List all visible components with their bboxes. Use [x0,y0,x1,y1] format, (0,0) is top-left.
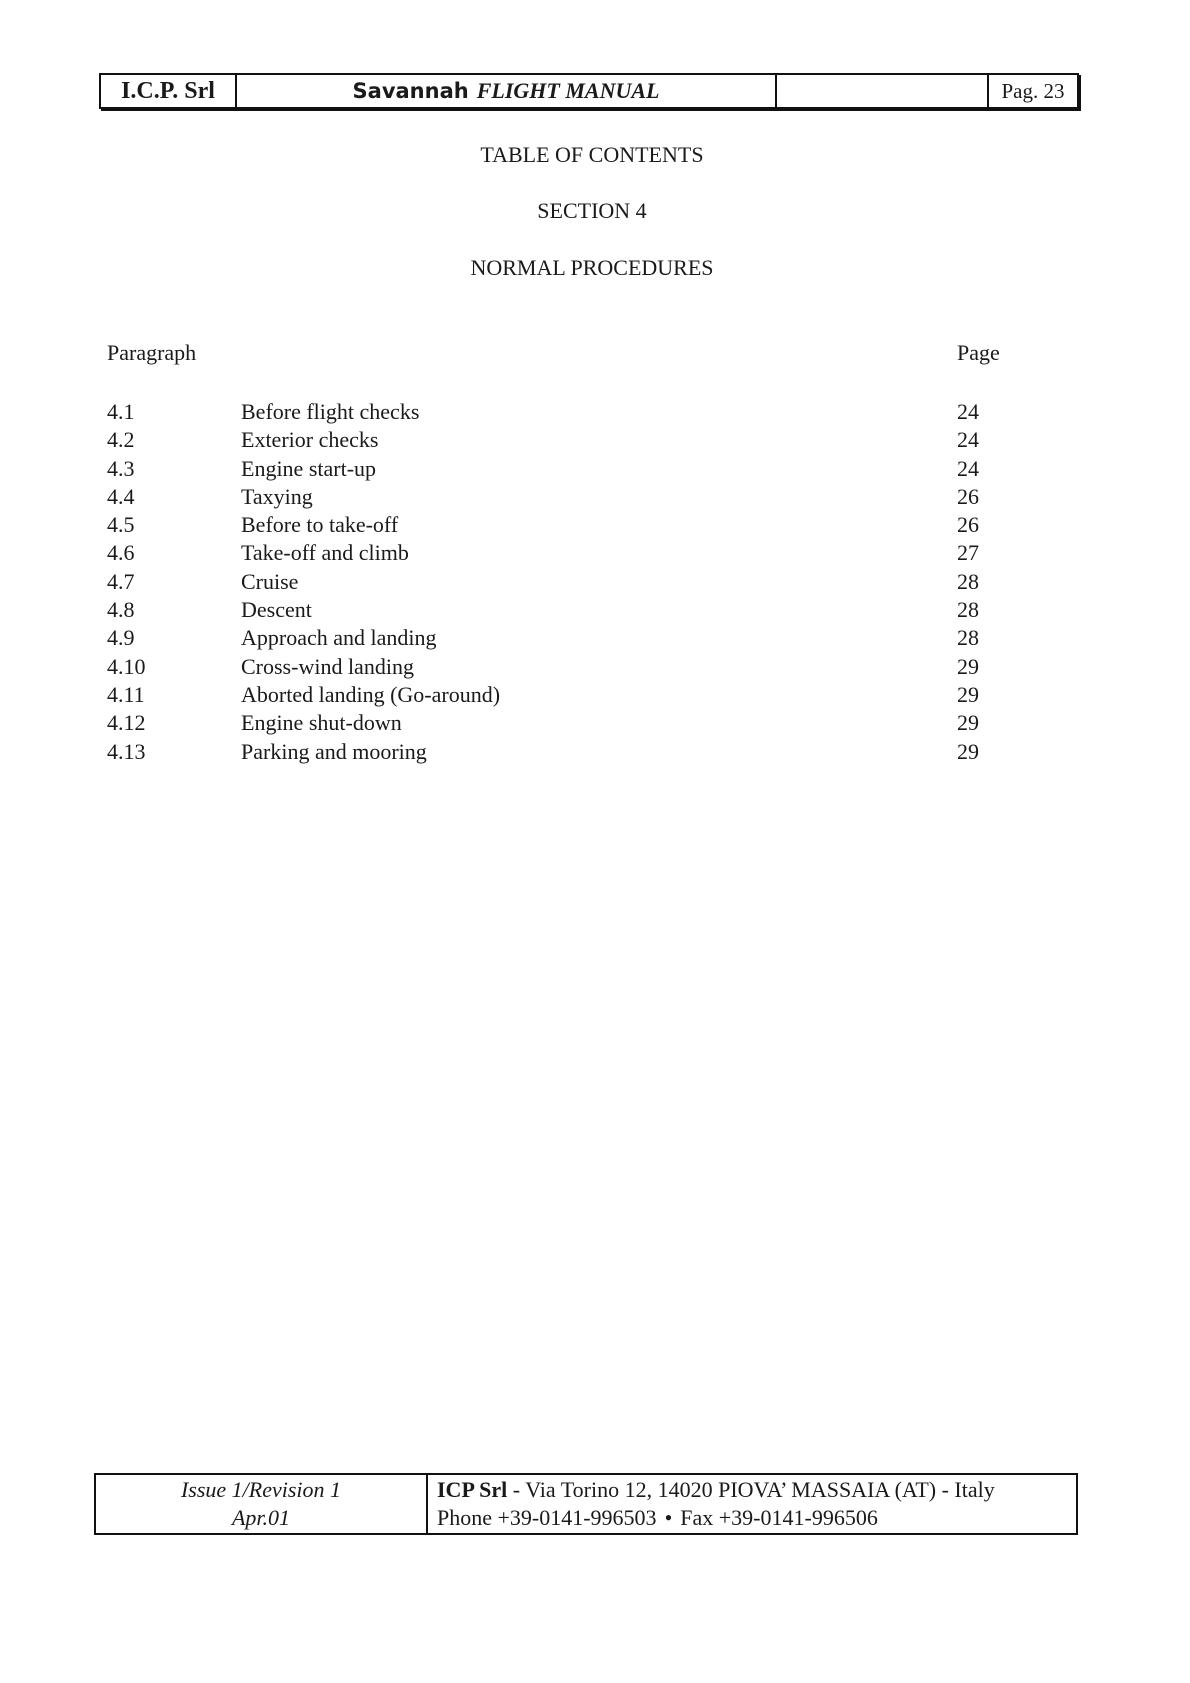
toc-row-number: 4.12 [107,710,146,736]
toc-row-page: 28 [957,625,979,651]
section-heading: SECTION 4 [537,198,647,223]
toc-row-number: 4.9 [107,625,135,651]
toc-row-page: 29 [957,653,979,679]
toc-row-title: Engine shut-down [241,710,402,736]
toc-row[interactable] [107,709,1007,737]
toc-row-title: Take-off and climb [241,540,409,566]
toc-row-title: Before to take-off [241,512,399,538]
toc-row-page: 27 [957,540,979,566]
bullet-icon: • [664,1505,673,1530]
toc-row[interactable] [107,426,1007,454]
toc-row[interactable] [107,738,1007,766]
toc-row[interactable] [107,455,1007,483]
toc-row-title: Taxying [241,483,313,509]
toc-row-page: 24 [957,427,979,453]
toc-row-number: 4.5 [107,512,135,538]
footer-address-cell [428,1475,1076,1533]
toc-row-page: 24 [957,399,979,424]
toc-title: TABLE OF CONTENTS [480,142,704,167]
header-title [237,75,777,107]
toc-row-title: Parking and mooring [241,738,427,764]
toc-row-page: 26 [957,512,979,538]
header-page-number: Pag. 23 [1001,78,1065,103]
toc-row-title: Engine start-up [241,455,377,481]
toc-row-page: 28 [957,568,979,594]
header-blank-cell [777,75,989,107]
toc-row[interactable] [107,483,1007,511]
toc-row-page: 29 [957,681,979,707]
toc-row-number: 4.11 [107,681,145,707]
toc-row[interactable] [107,596,1007,624]
footer-address: - Via Torino 12, 14020 PIOVA’ MASSAIA (AT) - Italy [507,1477,995,1502]
toc-row-number: 4.2 [107,427,135,453]
footer-date: Apr.01 [231,1505,291,1530]
toc-row-title: Cruise [241,568,299,594]
toc-row-number: 4.8 [107,597,135,623]
column-header-page: Page [957,340,1000,365]
toc-row-number: 4.7 [107,568,135,594]
footer-address-line [437,1476,1076,1504]
toc-row[interactable] [107,624,1007,652]
footer-issue: Issue 1/Revision 1 [180,1477,342,1502]
section-subtitle: NORMAL PROCEDURES [470,255,714,280]
toc-row[interactable] [107,681,1007,709]
footer-issue-cell [96,1475,428,1533]
toc-row-page: 24 [957,455,979,481]
header-brand: Savannah [352,79,469,103]
toc-row-title: Descent [241,597,312,623]
toc-row-title: Before flight checks [241,399,420,424]
page-footer [94,1473,1078,1535]
toc-row-title: Aborted landing (Go-around) [241,681,501,707]
toc-row-page: 28 [957,597,979,623]
toc-row[interactable] [107,568,1007,596]
toc-list [107,398,1007,766]
toc-row-number: 4.4 [107,483,135,509]
footer-fax: Fax +39-0141-996506 [680,1505,878,1530]
toc-row-page: 26 [957,483,979,509]
toc-row-number: 4.13 [107,738,146,764]
toc-row-title: Cross-wind landing [241,653,414,679]
footer-contact-line [437,1504,1076,1532]
toc-row[interactable] [107,511,1007,539]
footer-phone: Phone +39-0141-996503 [437,1505,657,1530]
footer-company: ICP Srl [437,1477,508,1502]
toc-row-page: 29 [957,710,979,736]
toc-row-number: 4.1 [107,399,135,424]
toc-row-number: 4.6 [107,540,135,566]
header-company: I.C.P. Srl [101,75,237,107]
column-header-paragraph: Paragraph [107,340,197,365]
toc-row-page: 29 [957,738,979,764]
toc-row-title: Exterior checks [241,427,379,453]
header-manual: FLIGHT MANUAL [476,78,660,103]
toc-row-title: Approach and landing [241,625,437,651]
toc-row[interactable] [107,653,1007,681]
toc-row[interactable] [107,539,1007,567]
toc-row-number: 4.10 [107,653,146,679]
toc-row[interactable] [107,398,1007,426]
toc-row-number: 4.3 [107,455,135,481]
page-header [99,73,1079,109]
